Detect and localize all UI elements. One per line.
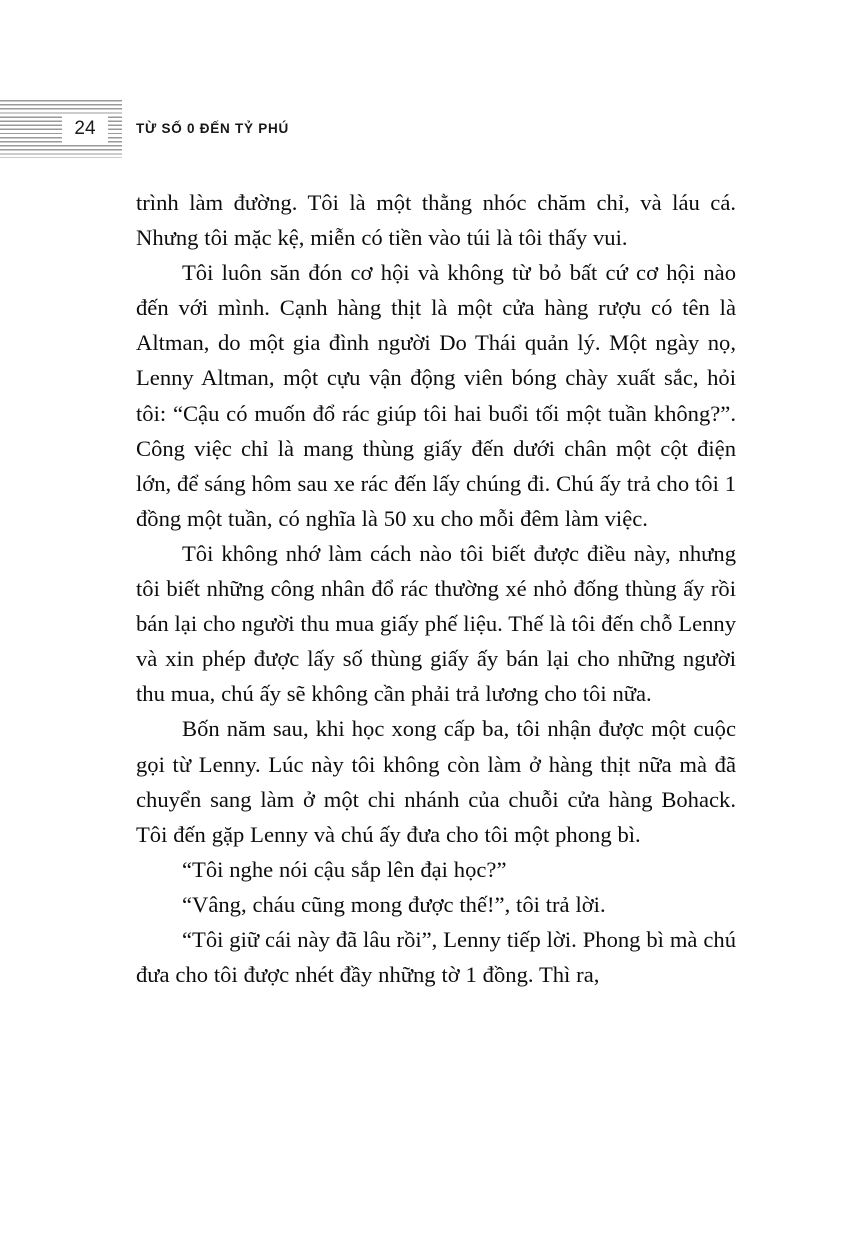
running-head [0,100,735,158]
paragraph: “Tôi giữ cái này đã lâu rồi”, Lenny tiếp lời. Phong bì mà chú đưa cho tôi được nhét đầy những tờ 1 đồng. Thì ra, [136,926,736,988]
paragraph: “Tôi nghe nói cậu sắp lên đại học?” [182,856,507,882]
paragraph: Tôi luôn săn đón cơ hội và không từ bỏ bất cứ cơ hội nào đến với mình. Cạnh hàng thịt là một cửa hàng rượu có tên là Altman, do một gia đình người Do Thái quản lý. Một ngày nọ, Lenny Altman, một cựu vận động viên bóng chày xuất sắc, hỏi tôi: “Cậu có muốn đổ rác giúp tôi hai buổi tối một tuần không?”. Công việc chỉ là mang thùng giấy đến dưới chân một cột điện lớn, để sáng hôm sau xe rác đến lấy chúng đi. Chú ấy trả cho tôi 1 đồng một tuần, có nghĩa là 50 xu cho mỗi đêm làm việc. [136,260,736,531]
paragraph: trình làm đường. Tôi là một thằng nhóc chăm chỉ, và láu cá. Nhưng tôi mặc kệ, miễn có tiền vào túi là tôi thấy vui. [136,190,736,251]
body-text-block [136,185,736,992]
paragraph: Tôi không nhớ làm cách nào tôi biết được điều này, nhưng tôi biết những công nhân đổ rác thường xé nhỏ đống thùng ấy rồi bán lại cho người thu mua giấy phế liệu. Thế là tôi đến chỗ Lenny và xin phép được lấy số thùng giấy ấy bán lại cho những người thu mua, chú ấy sẽ không cần phải trả lương cho tôi nữa. [136,540,736,707]
paragraph: “Vâng, cháu cũng mong được thế!”, tôi trả lời. [182,891,606,917]
page-number: 24 [62,115,108,143]
running-head-title: TỪ SỐ 0 ĐẾN TỶ PHÚ [136,121,289,136]
paragraph: Bốn năm sau, khi học xong cấp ba, tôi nhận được một cuộc gọi từ Lenny. Lúc này tôi không còn làm ở hàng thịt nữa mà đã chuyển sang làm ở một chi nhánh của chuỗi cửa hàng Bohack. Tôi đến gặp Lenny và chú ấy đưa cho tôi một phong bì. [136,716,736,847]
